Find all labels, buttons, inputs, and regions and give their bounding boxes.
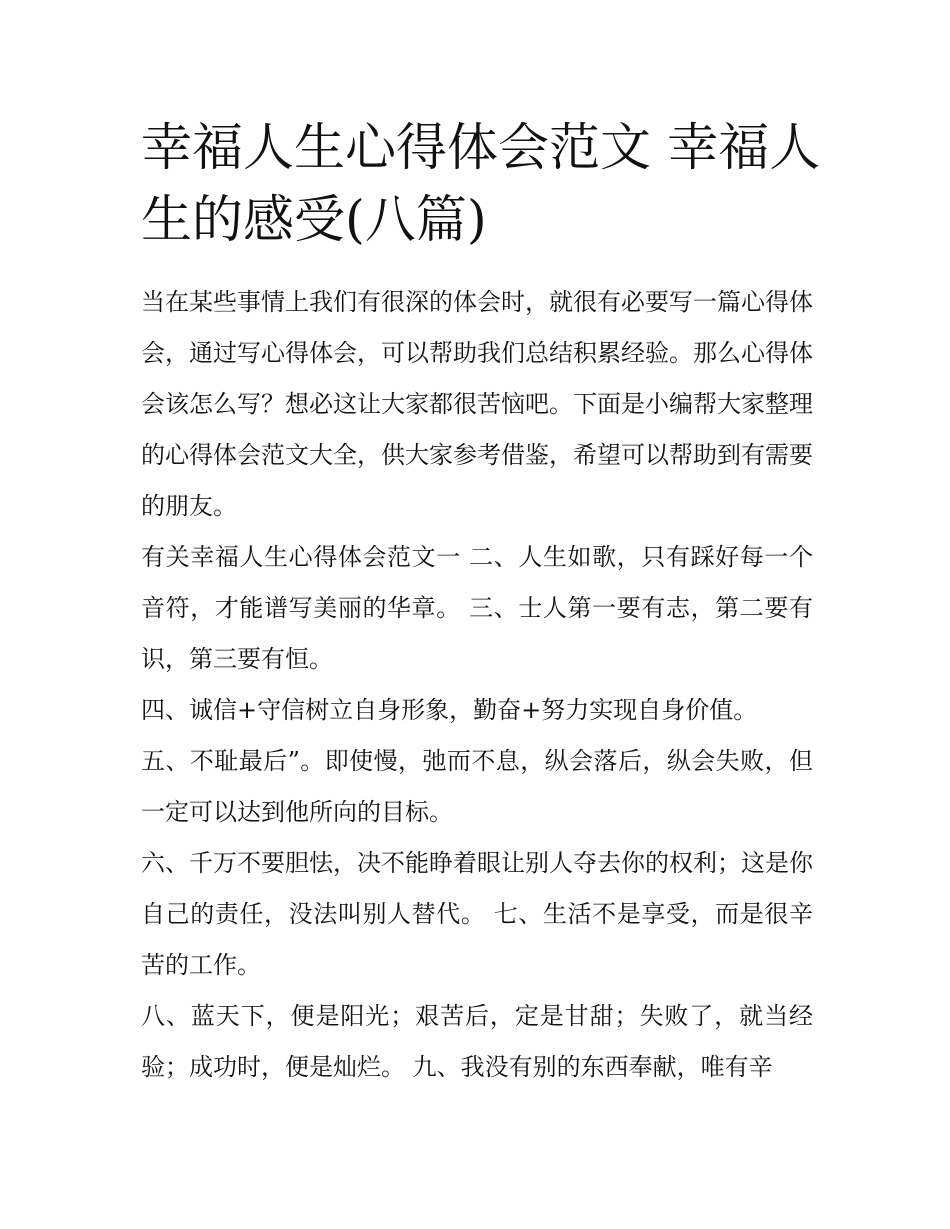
paragraph-4: 四、诚信+守信树立自身形象，勤奋+努力实现自身价值。: [141, 696, 758, 724]
paragraph-6: 六、千万不要胆怯，决不能睁着眼让别人夺去你的权利；这是你自己的责任，没法叫别人替代。 七、生活不是享受，而是很辛苦的工作。: [141, 849, 813, 979]
document-body: [141, 277, 813, 1093]
paragraph-2: 有关幸福人生心得体会范文一 二、人生如歌，只有踩好每一个音符，才能谱写美丽的华章。 三、士人第一要有志，第二要有识，第三要有恒。: [141, 543, 813, 673]
document-title: 幸福人生心得体会范文 幸福人生的感受(八篇): [141, 119, 821, 250]
paragraph-intro: 当在某些事情上我们有很深的体会时，就很有必要写一篇心得体会，通过写心得体会，可以帮助我们总结积累经验。那么心得体会该怎么写？想必这让大家都很苦恼吧。下面是小编帮大家整理的心得体会范文大全，供大家参考借鉴，希望可以帮助到有需要的朋友。: [141, 288, 813, 520]
paragraph-8: 八、蓝天下，便是阳光；艰苦后，定是甘甜；失败了，就当经验；成功时，便是灿烂。 九、我没有别的东西奉献，唯有辛: [141, 1002, 813, 1081]
paragraph-5: 五、不耻最后”。即使慢，弛而不息，纵会落后，纵会失败，但一定可以达到他所向的目标。: [141, 747, 813, 826]
